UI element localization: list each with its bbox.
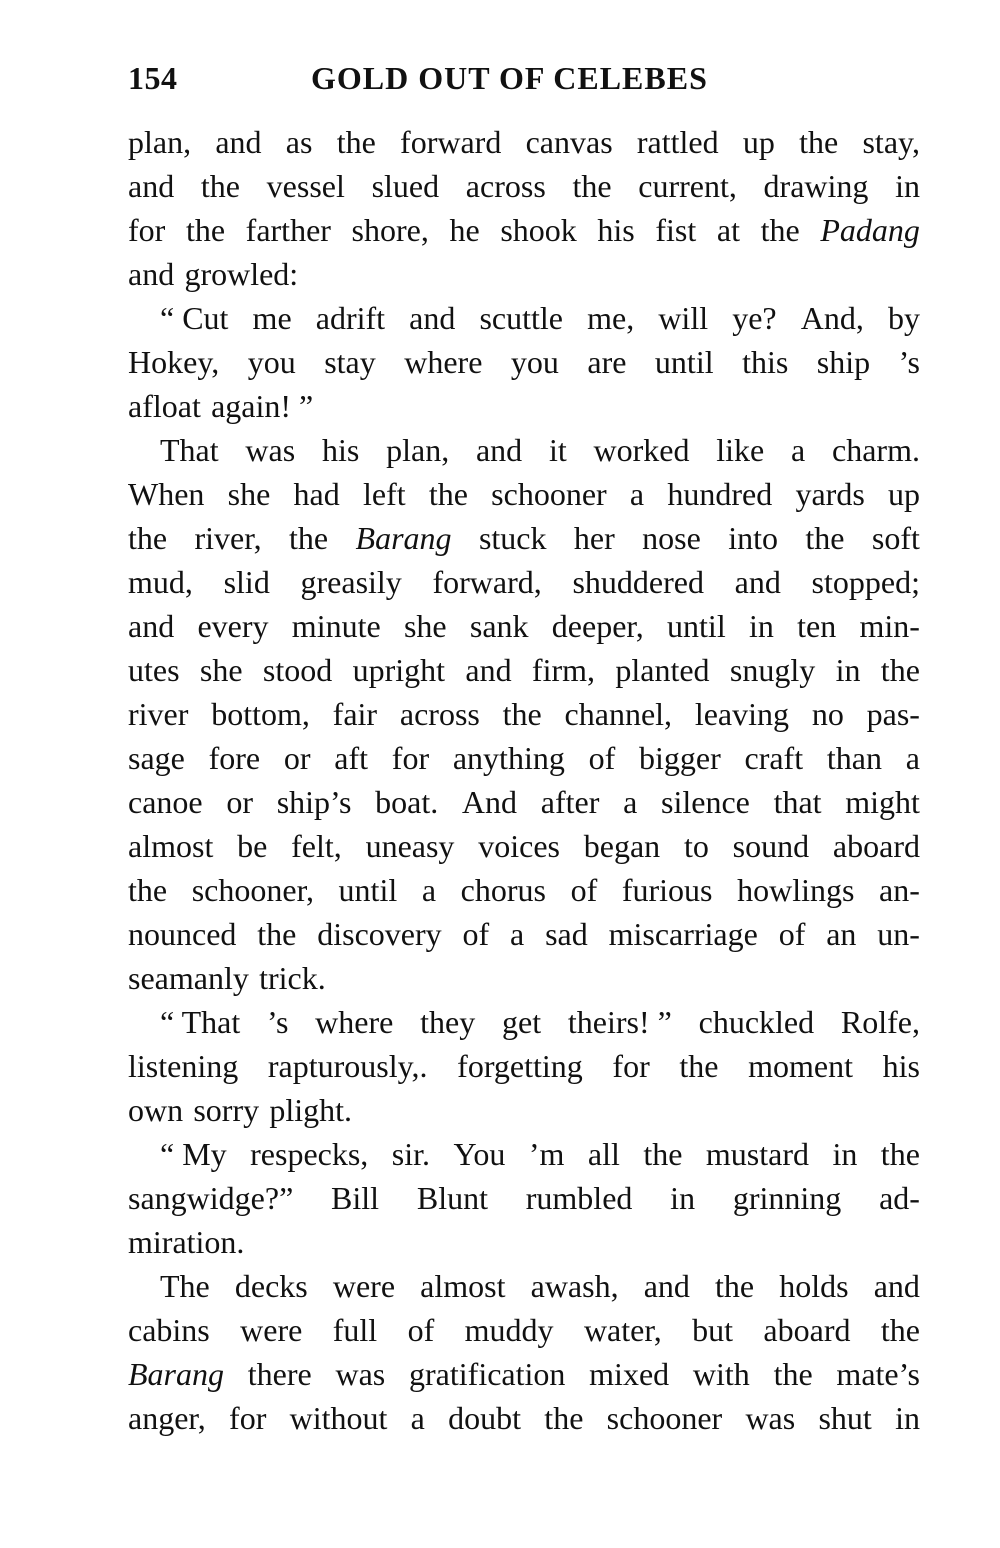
word: miration. bbox=[128, 1224, 245, 1260]
word: get bbox=[502, 1004, 542, 1040]
text-line bbox=[128, 472, 920, 516]
word: of bbox=[588, 740, 616, 776]
text-line bbox=[128, 120, 920, 164]
word: the bbox=[880, 1136, 920, 1172]
word: Hokey, bbox=[128, 344, 220, 380]
word: a bbox=[623, 784, 638, 820]
word: bigger bbox=[638, 740, 721, 776]
word: and bbox=[643, 1268, 690, 1304]
word: than bbox=[826, 740, 882, 776]
text-line bbox=[128, 1044, 920, 1088]
word: own bbox=[128, 1092, 184, 1128]
word: were bbox=[332, 1268, 396, 1304]
word: and bbox=[128, 608, 175, 644]
word: drawing bbox=[763, 168, 869, 204]
word: me bbox=[252, 300, 292, 336]
word: yards bbox=[795, 476, 865, 512]
text-line bbox=[128, 208, 920, 252]
word: greasily bbox=[300, 564, 402, 600]
body-text bbox=[128, 120, 920, 1440]
word: in bbox=[895, 168, 920, 204]
word: the bbox=[185, 212, 226, 248]
word: the bbox=[760, 212, 800, 248]
word: gratification bbox=[409, 1356, 566, 1392]
word: sangwidge?” bbox=[128, 1180, 294, 1216]
word: stay bbox=[324, 344, 376, 380]
word: all bbox=[587, 1136, 620, 1172]
word: decks bbox=[234, 1268, 308, 1304]
word: anger, bbox=[128, 1400, 206, 1436]
word: seamanly bbox=[128, 960, 249, 996]
word: there bbox=[247, 1356, 312, 1392]
word: the bbox=[572, 168, 612, 204]
word: bottom, bbox=[211, 696, 310, 732]
word: scuttle bbox=[479, 300, 563, 336]
text-line bbox=[128, 1088, 920, 1132]
text-line bbox=[128, 252, 920, 296]
word: to bbox=[683, 828, 709, 864]
word: uneasy bbox=[365, 828, 455, 864]
word: left bbox=[362, 476, 406, 512]
word: the bbox=[428, 476, 468, 512]
word: doubt bbox=[448, 1400, 522, 1436]
word: shut bbox=[818, 1400, 872, 1436]
word: the bbox=[544, 1400, 584, 1436]
word: was bbox=[745, 1400, 796, 1436]
word: of bbox=[462, 916, 490, 952]
word: channel, bbox=[564, 696, 673, 732]
word: are bbox=[587, 344, 627, 380]
word: Bill bbox=[331, 1180, 380, 1216]
word: plight. bbox=[269, 1092, 353, 1128]
word: might bbox=[845, 784, 920, 820]
word: pas- bbox=[866, 696, 920, 732]
word: the bbox=[715, 1268, 755, 1304]
word: up bbox=[742, 124, 775, 160]
word: began bbox=[583, 828, 661, 864]
word: across bbox=[465, 168, 546, 204]
word: furious bbox=[621, 872, 713, 908]
word: forward bbox=[400, 124, 502, 160]
word: schooner bbox=[606, 1400, 723, 1436]
word: discovery bbox=[317, 916, 442, 952]
word: ’s bbox=[267, 1004, 289, 1040]
word: ad- bbox=[879, 1180, 920, 1216]
word: fair bbox=[332, 696, 378, 732]
book-title: GOLD OUT OF CELEBES bbox=[311, 60, 708, 96]
word: cabins bbox=[128, 1312, 210, 1348]
word: and bbox=[465, 652, 512, 688]
word: “ That bbox=[160, 1004, 241, 1040]
word: sorry bbox=[193, 1092, 260, 1128]
word: and bbox=[409, 300, 456, 336]
word: stood bbox=[262, 652, 333, 688]
word: the bbox=[200, 168, 240, 204]
text-line bbox=[128, 956, 920, 1000]
word: anything bbox=[452, 740, 565, 776]
word: had bbox=[293, 476, 340, 512]
word: a bbox=[905, 740, 920, 776]
word: the bbox=[502, 696, 542, 732]
word: And, bbox=[800, 300, 864, 336]
text-line bbox=[128, 516, 920, 560]
word: for bbox=[391, 740, 430, 776]
word: schooner bbox=[491, 476, 607, 512]
word: river, bbox=[194, 520, 262, 556]
word: aboard bbox=[763, 1312, 851, 1348]
word: voices bbox=[478, 828, 560, 864]
word: aft bbox=[334, 740, 369, 776]
word: without bbox=[289, 1400, 388, 1436]
word: they bbox=[420, 1004, 476, 1040]
word: for bbox=[128, 212, 166, 248]
text-line bbox=[128, 1308, 920, 1352]
text-line bbox=[128, 868, 920, 912]
word: a bbox=[791, 432, 806, 468]
word: until bbox=[654, 344, 714, 380]
text-line bbox=[128, 1352, 920, 1396]
word: was bbox=[245, 432, 296, 468]
word: farther bbox=[245, 212, 331, 248]
word: the bbox=[289, 520, 329, 556]
word: holds bbox=[779, 1268, 849, 1304]
word: stay, bbox=[862, 124, 920, 160]
word: sage bbox=[128, 740, 185, 776]
word: nose bbox=[642, 520, 701, 556]
text-line bbox=[128, 428, 920, 472]
word: slued bbox=[371, 168, 440, 204]
word: will bbox=[658, 300, 709, 336]
word: until bbox=[667, 608, 726, 644]
word: up bbox=[888, 476, 920, 512]
word: boat. bbox=[375, 784, 439, 820]
word: snugly bbox=[729, 652, 816, 688]
word: rapturously,. bbox=[267, 1048, 428, 1084]
word: Blunt bbox=[416, 1180, 488, 1216]
word: min- bbox=[859, 608, 920, 644]
word: in bbox=[835, 652, 861, 688]
word: theirs! ” bbox=[567, 1004, 672, 1040]
word: a bbox=[410, 1400, 425, 1436]
word: canoe bbox=[128, 784, 203, 820]
word: slid bbox=[223, 564, 270, 600]
word: chorus bbox=[460, 872, 546, 908]
word: that bbox=[773, 784, 822, 820]
word: canvas bbox=[525, 124, 613, 160]
word: as bbox=[285, 124, 313, 160]
word: grinning bbox=[732, 1180, 842, 1216]
word: a bbox=[510, 916, 525, 952]
word: chuckled bbox=[698, 1004, 815, 1040]
word: in bbox=[832, 1136, 858, 1172]
word: full bbox=[332, 1312, 378, 1348]
text-line bbox=[128, 604, 920, 648]
word: felt, bbox=[291, 828, 342, 864]
text-line bbox=[128, 824, 920, 868]
text-line bbox=[128, 1396, 920, 1440]
word: planted bbox=[615, 652, 710, 688]
word: and bbox=[734, 564, 781, 600]
text-line bbox=[128, 296, 920, 340]
word: of bbox=[570, 872, 598, 908]
word: like bbox=[716, 432, 765, 468]
word: mixed bbox=[589, 1356, 670, 1392]
text-line bbox=[128, 1220, 920, 1264]
word: forgetting bbox=[457, 1048, 583, 1084]
word: When bbox=[128, 476, 205, 512]
word: deeper, bbox=[551, 608, 644, 644]
italic-word: Barang bbox=[128, 1356, 224, 1392]
word: utes bbox=[128, 652, 180, 688]
text-line bbox=[128, 912, 920, 956]
word: sad bbox=[545, 916, 588, 952]
paragraph bbox=[128, 1000, 920, 1132]
word: upright bbox=[352, 652, 446, 688]
word: stopped; bbox=[811, 564, 920, 600]
word: she bbox=[403, 608, 447, 644]
italic-word: Padang bbox=[820, 212, 920, 248]
word: river bbox=[128, 696, 189, 732]
word: awash, bbox=[530, 1268, 619, 1304]
word: shuddered bbox=[572, 564, 704, 600]
word: and bbox=[215, 124, 262, 160]
word: the bbox=[799, 124, 839, 160]
word: firm, bbox=[531, 652, 595, 688]
word: Rolfe, bbox=[840, 1004, 920, 1040]
word: vessel bbox=[266, 168, 345, 204]
word: listening bbox=[128, 1048, 239, 1084]
word: in bbox=[670, 1180, 696, 1216]
word: in bbox=[895, 1400, 920, 1436]
text-line bbox=[128, 340, 920, 384]
text-line bbox=[128, 164, 920, 208]
word: for bbox=[229, 1400, 267, 1436]
word: That bbox=[160, 432, 219, 468]
word: was bbox=[335, 1356, 386, 1392]
text-line bbox=[128, 560, 920, 604]
word: almost bbox=[128, 828, 214, 864]
word: rumbled bbox=[525, 1180, 633, 1216]
word: the bbox=[805, 520, 845, 556]
word: shook bbox=[500, 212, 577, 248]
text-line bbox=[128, 1000, 920, 1044]
running-head bbox=[128, 56, 918, 100]
text-line bbox=[128, 384, 920, 428]
word: almost bbox=[420, 1268, 506, 1304]
word: the bbox=[128, 872, 168, 908]
word: ye? bbox=[732, 300, 777, 336]
paragraph bbox=[128, 120, 920, 296]
word: charm. bbox=[832, 432, 920, 468]
word: And bbox=[461, 784, 518, 820]
word: sank bbox=[469, 608, 529, 644]
word: after bbox=[540, 784, 600, 820]
word: silence bbox=[661, 784, 750, 820]
word: howlings bbox=[737, 872, 855, 908]
word: mud, bbox=[128, 564, 193, 600]
word: moment bbox=[748, 1048, 853, 1084]
word: her bbox=[573, 520, 615, 556]
word: the bbox=[880, 1312, 920, 1348]
word: a bbox=[421, 872, 437, 908]
word: you bbox=[510, 344, 559, 380]
word: The bbox=[160, 1268, 210, 1304]
word: plan, bbox=[386, 432, 450, 468]
word: he bbox=[449, 212, 480, 248]
word: fore bbox=[208, 740, 261, 776]
page-number: 154 bbox=[128, 60, 178, 96]
text-line bbox=[128, 648, 920, 692]
word: this bbox=[742, 344, 789, 380]
word: and bbox=[873, 1268, 920, 1304]
word: respecks, bbox=[250, 1136, 369, 1172]
word: his bbox=[882, 1048, 920, 1084]
text-line bbox=[128, 692, 920, 736]
word: of bbox=[778, 916, 806, 952]
word: the bbox=[643, 1136, 683, 1172]
word: where bbox=[315, 1004, 394, 1040]
word: and bbox=[475, 432, 523, 468]
word: plan, bbox=[128, 124, 192, 160]
word: were bbox=[240, 1312, 303, 1348]
word: adrift bbox=[315, 300, 386, 336]
word: shore, bbox=[351, 212, 429, 248]
word: ten bbox=[797, 608, 837, 644]
text-line bbox=[128, 736, 920, 780]
word: me, bbox=[587, 300, 635, 336]
word: ship bbox=[816, 344, 871, 380]
word: but bbox=[692, 1312, 734, 1348]
word: aboard bbox=[832, 828, 920, 864]
word: the bbox=[128, 520, 168, 556]
paragraph bbox=[128, 428, 920, 1000]
word: afloat bbox=[128, 388, 201, 424]
word: in bbox=[748, 608, 774, 644]
word: minute bbox=[291, 608, 381, 644]
word: trick. bbox=[259, 960, 326, 996]
word: at bbox=[716, 212, 740, 248]
word: and bbox=[128, 256, 175, 292]
word: nounced bbox=[128, 916, 237, 952]
word: his bbox=[597, 212, 635, 248]
text-line bbox=[128, 1264, 920, 1308]
word: an- bbox=[879, 872, 920, 908]
text-line bbox=[128, 1132, 920, 1176]
word: “ My bbox=[160, 1136, 227, 1172]
word: the bbox=[679, 1048, 719, 1084]
word: until bbox=[338, 872, 398, 908]
word: the bbox=[336, 124, 376, 160]
word: and bbox=[128, 168, 175, 204]
word: sound bbox=[732, 828, 810, 864]
word: of bbox=[407, 1312, 435, 1348]
word: hundred bbox=[667, 476, 773, 512]
word: the bbox=[257, 916, 297, 952]
word: ’s bbox=[898, 344, 920, 380]
paragraph bbox=[128, 1132, 920, 1264]
word: his bbox=[321, 432, 360, 468]
paragraph bbox=[128, 1264, 920, 1440]
word: for bbox=[612, 1048, 650, 1084]
word: a bbox=[629, 476, 645, 512]
word: worked bbox=[593, 432, 690, 468]
word: ship’s bbox=[276, 784, 352, 820]
word: she bbox=[199, 652, 243, 688]
word: or bbox=[283, 740, 311, 776]
word: by bbox=[887, 300, 920, 336]
word: be bbox=[237, 828, 268, 864]
word: growled: bbox=[184, 256, 299, 292]
word: current, bbox=[638, 168, 737, 204]
word: the bbox=[773, 1356, 813, 1392]
word: you bbox=[247, 344, 296, 380]
word: un- bbox=[877, 916, 920, 952]
word: You bbox=[453, 1136, 506, 1172]
word: again! ” bbox=[211, 388, 314, 424]
word: mustard bbox=[705, 1136, 809, 1172]
text-line bbox=[128, 1176, 920, 1220]
word: every bbox=[197, 608, 269, 644]
word: rattled bbox=[636, 124, 719, 160]
word: miscarriage bbox=[608, 916, 758, 952]
word: muddy bbox=[464, 1312, 554, 1348]
word: leaving bbox=[694, 696, 790, 732]
word: she bbox=[227, 476, 271, 512]
word: forward, bbox=[432, 564, 542, 600]
word: where bbox=[404, 344, 483, 380]
word: an bbox=[826, 916, 857, 952]
word: fist bbox=[655, 212, 697, 248]
word: across bbox=[399, 696, 480, 732]
word: soft bbox=[871, 520, 920, 556]
word: mate’s bbox=[836, 1356, 920, 1392]
word: sir. bbox=[391, 1136, 430, 1172]
word: ’m bbox=[528, 1136, 565, 1172]
word: into bbox=[728, 520, 778, 556]
paragraph bbox=[128, 296, 920, 428]
word: water, bbox=[583, 1312, 662, 1348]
word: or bbox=[226, 784, 253, 820]
italic-word: Barang bbox=[355, 520, 452, 556]
word: schooner, bbox=[191, 872, 314, 908]
word: it bbox=[548, 432, 567, 468]
word: no bbox=[811, 696, 844, 732]
text-line bbox=[128, 780, 920, 824]
word: the bbox=[880, 652, 920, 688]
word: stuck bbox=[478, 520, 547, 556]
word: with bbox=[692, 1356, 750, 1392]
word: “ Cut bbox=[160, 300, 229, 336]
word: craft bbox=[744, 740, 804, 776]
